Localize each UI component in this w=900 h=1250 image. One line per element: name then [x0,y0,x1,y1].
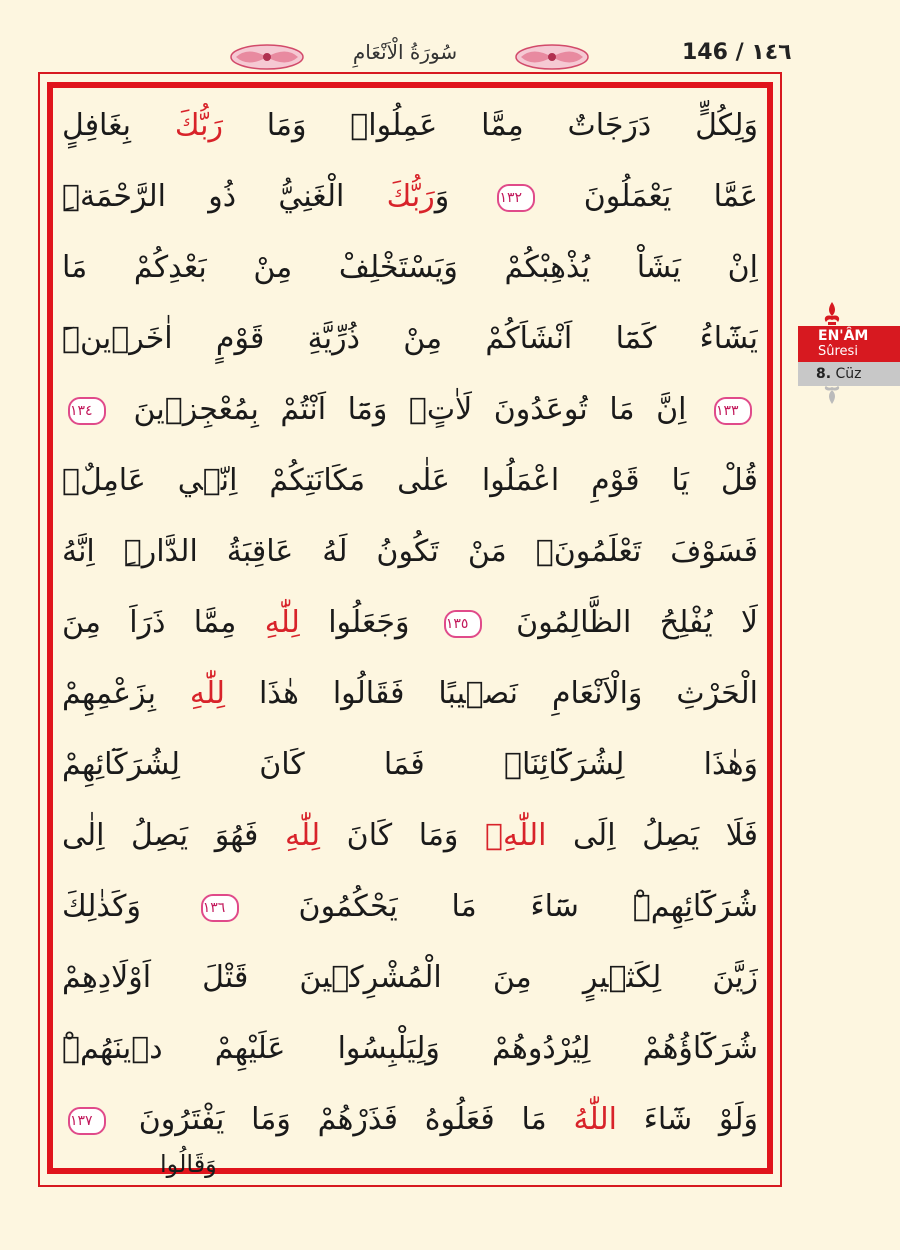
verse-text: وَ [434,179,492,214]
verse-text: فَسَوْفَ تَعْلَمُونَۙ مَنْ تَكُونُ لَهُ عَاقِبَةُ الدَّارِۜ اِنَّهُ [62,534,758,569]
divine-name-text: لِلّٰهِ [264,605,300,640]
fleur-de-lis-bottom-icon [822,386,842,406]
verse-text: وَلِكُلٍّ دَرَجَاتٌ مِمَّا عَمِلُواۜ وَمَا [222,108,758,143]
verse-text: وَلَوْ شَٓاءَ [616,1102,758,1137]
verse-line [62,808,758,864]
surah-name: سُورَةُ الْاَنْعَامِ [352,40,458,64]
surah-label-box [798,326,900,362]
verse-text: عَمَّا يَعْمَلُونَ [541,179,758,214]
verse-line [62,169,758,225]
right-ornament-icon [513,42,591,72]
verse-text: الْغَنِيُّ ذُو الرَّحْمَةِۜ [62,179,387,214]
verse-text: مَا فَعَلُوهُ فَذَرْهُمْ وَمَا يَفْتَرُونَ [112,1102,574,1137]
verse-line [62,1092,758,1148]
ayah-number-marker: ١٣٣ [714,397,752,425]
verse-text: فَهُوَ يَصِلُ اِلٰى [62,818,285,853]
verse-text: وَمَا كَانَ [320,818,485,853]
verse-text: شُرَكَٓائِهِمْۜ سَٓاءَ مَا يَحْكُمُونَ [244,889,758,924]
verse-line [62,737,758,793]
verse-line [62,311,758,367]
juz-label-box [798,362,900,386]
verse-line [62,950,758,1006]
verse-text: اِنْ يَشَاْ يُذْهِبْكُمْ وَيَسْتَخْلِفْ مِنْ بَعْدِكُمْ مَا [62,250,758,285]
verse-line [62,595,758,651]
left-ornament-icon [228,42,306,72]
verse-text: يَشَٓاءُ كَمَٓا اَنْشَاَكُمْ مِنْ ذُرِّيَّةِ قَوْمٍ اٰخَرٖينَۜ [62,321,758,356]
surah-sub-label: Sûresi [818,344,858,359]
verse-line [62,524,758,580]
verse-text: مِمَّا ذَرَاَ مِنَ [62,605,265,640]
verse-text: لَا يُفْلِحُ الظَّالِمُونَ [487,605,758,640]
verse-text: قُلْ يَا قَوْمِ اعْمَلُوا عَلٰى مَكَانَتِكُمْ اِنّٖي عَامِلٌۚ [62,463,758,498]
verse-line [62,240,758,296]
verse-text: وَجَعَلُوا [299,605,438,640]
verse-text: بِزَعْمِهِمْ [62,676,190,711]
divine-name-text: لِلّٰهِ [189,676,226,711]
verse-text: بِغَافِلٍ [62,108,175,143]
fleur-de-lis-icon [822,300,842,328]
verse-text: فَلَا يَصِلُ اِلَى [546,818,758,853]
verse-text-area [62,92,758,1162]
ayah-number-marker: ١٣٧ [68,1107,106,1135]
verse-line [62,98,758,154]
verse-line [62,666,758,722]
verse-text: وَكَذٰلِكَ [62,889,195,924]
juz-number: 8. [816,366,832,382]
ayah-number-marker: ١٣٢ [497,184,535,212]
verse-line [62,382,758,438]
verse-text: اِنَّ مَا تُوعَدُونَ لَاٰتٍۙ وَمَٓا اَنْتُمْ بِمُعْجِزٖينَ [112,392,708,427]
divine-name-text: لِلّٰهِ [284,818,321,853]
ayah-number-marker: ١٣٥ [444,610,482,638]
verse-text: الْحَرْثِ وَالْاَنْعَامِ نَصٖيبًا فَقَالُوا هٰذَا [225,676,758,711]
verse-line [62,879,758,935]
verse-text: زَيَّنَ لِكَثٖيرٍ مِنَ الْمُشْرِكٖينَ قَتْلَ اَوْلَادِهِمْ [62,960,758,995]
surah-label: EN'ÂM [818,328,869,344]
page-header [0,0,900,70]
ayah-number-marker: ١٣٤ [68,397,106,425]
divine-name-text: اللّٰهُ [573,1102,617,1137]
divine-name-text: رَبُّكَ [386,179,435,214]
divine-name-text: رَبُّكَ [174,108,223,143]
verse-line [62,1021,758,1077]
page-number: 146 / ١٤٦ [682,40,792,65]
divine-name-text: اللّٰهِۚ [484,818,547,853]
verse-line [62,453,758,509]
juz-label: Cüz [835,366,862,382]
verse-text: وَهٰذَا لِشُرَكَٓائِنَاۚ فَمَا كَانَ لِشُرَكَٓائِهِمْ [62,747,758,782]
ayah-number-marker: ١٣٦ [201,894,239,922]
verse-text: شُرَكَٓاؤُهُمْ لِيُرْدُوهُمْ وَلِيَلْبِسُوا عَلَيْهِمْ دٖينَهُمْۜ [62,1031,758,1066]
catchword: وَقَالُوا [160,1150,217,1178]
